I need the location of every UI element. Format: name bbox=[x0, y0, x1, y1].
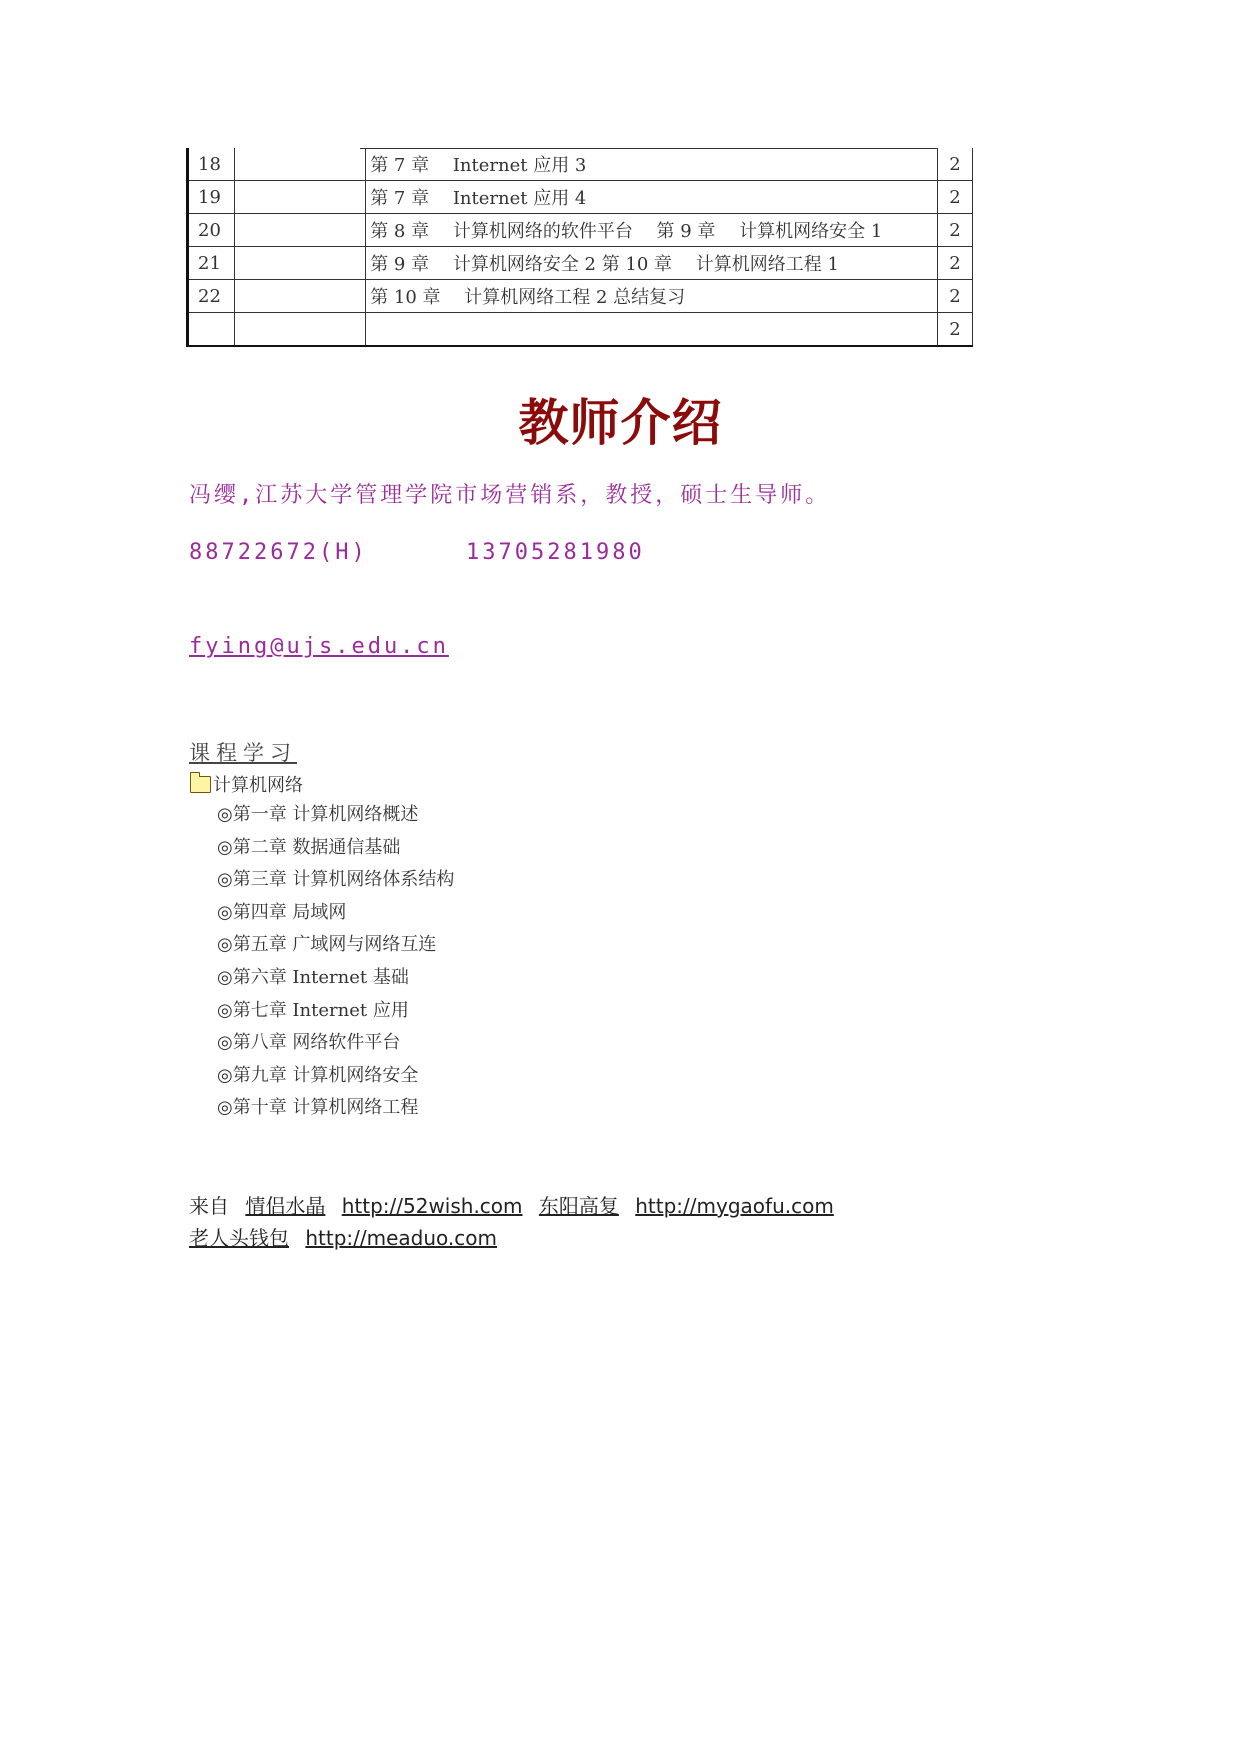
hours-cell: 2 bbox=[937, 181, 972, 214]
folder-item-computer-network[interactable] bbox=[190, 771, 303, 797]
hours-cell: 2 bbox=[937, 313, 972, 347]
content-cell: 第 7 章 Internet 应用 3 bbox=[366, 148, 938, 181]
chapter-link[interactable]: ◎第十章 计算机网络工程 bbox=[217, 1097, 419, 1119]
chapter-link[interactable]: ◎第八章 网络软件平台 bbox=[217, 1032, 401, 1054]
course-study-title[interactable]: 课程学习 bbox=[189, 741, 297, 765]
content-cell bbox=[366, 313, 938, 347]
blank-cell bbox=[235, 313, 366, 347]
link-meaduo[interactable]: http://meaduo.com bbox=[305, 1226, 497, 1250]
chapter-link[interactable]: ◎第一章 计算机网络概述 bbox=[217, 804, 419, 825]
content-cell: 第 10 章 计算机网络工程 2 总结复习 bbox=[366, 280, 938, 313]
week-number-cell: 22 bbox=[188, 280, 235, 313]
footer-line-2 bbox=[189, 1222, 497, 1251]
blank-cell bbox=[235, 214, 366, 247]
link-laorentou-qianbao[interactable]: 老人头钱包 bbox=[189, 1226, 289, 1250]
week-number-cell: 19 bbox=[188, 181, 235, 214]
link-dongyang-gaofu[interactable]: 东阳高复 bbox=[538, 1194, 619, 1218]
blank-cell bbox=[235, 247, 366, 280]
content-cell: 第 7 章 Internet 应用 4 bbox=[366, 181, 938, 214]
blank-cell bbox=[235, 148, 366, 181]
blank-cell bbox=[235, 181, 366, 214]
link-52wish[interactable]: http://52wish.com bbox=[341, 1194, 523, 1218]
week-number-cell: 21 bbox=[188, 247, 235, 280]
table-row bbox=[188, 313, 973, 347]
chapter-link[interactable]: ◎第五章 广域网与网络互连 bbox=[217, 934, 437, 956]
page-title: 教师介绍 bbox=[518, 394, 723, 452]
teacher-bio: 冯缨,江苏大学管理学院市场营销系，教授，硕士生导师。 bbox=[189, 483, 831, 508]
chapter-link[interactable]: ◎第四章 局域网 bbox=[217, 901, 347, 923]
table-row bbox=[188, 181, 973, 214]
table-row bbox=[188, 280, 973, 313]
blank-cell bbox=[235, 280, 366, 313]
chapter-link[interactable]: ◎第六章 Internet 基础 bbox=[217, 966, 409, 988]
content-cell: 第 9 章 计算机网络安全 2 第 10 章 计算机网络工程 1 bbox=[366, 247, 938, 280]
table-row bbox=[188, 148, 973, 181]
link-qinglv-shuijing[interactable]: 情侣水晶 bbox=[245, 1194, 326, 1218]
table-row bbox=[188, 247, 973, 280]
folder-label: 计算机网络 bbox=[213, 775, 303, 796]
week-number-cell: 18 bbox=[188, 148, 235, 181]
chapter-link[interactable]: ◎第七章 Internet 应用 bbox=[217, 999, 409, 1021]
week-number-cell bbox=[188, 313, 235, 347]
hours-cell: 2 bbox=[937, 280, 972, 313]
chapter-list bbox=[217, 803, 454, 1129]
phone-home: 88722672(H) bbox=[189, 540, 368, 565]
email-link[interactable]: fying@ujs.edu.cn bbox=[189, 634, 449, 659]
chapter-link[interactable]: ◎第九章 计算机网络安全 bbox=[217, 1064, 419, 1086]
week-number-cell: 20 bbox=[188, 214, 235, 247]
footer-prefix: 来自 bbox=[189, 1194, 229, 1218]
hours-cell: 2 bbox=[937, 247, 972, 280]
table-row bbox=[188, 214, 973, 247]
schedule-table bbox=[186, 148, 973, 347]
footer-line-1 bbox=[189, 1190, 834, 1219]
link-mygaofu[interactable]: http://mygaofu.com bbox=[635, 1194, 834, 1218]
hours-cell: 2 bbox=[937, 148, 972, 181]
content-cell: 第 8 章 计算机网络的软件平台 第 9 章 计算机网络安全 1 bbox=[366, 214, 938, 247]
folder-icon bbox=[190, 776, 211, 793]
phone-mobile: 13705281980 bbox=[466, 540, 645, 565]
chapter-link[interactable]: ◎第二章 数据通信基础 bbox=[217, 836, 401, 858]
hours-cell: 2 bbox=[937, 214, 972, 247]
chapter-link[interactable]: ◎第三章 计算机网络体系结构 bbox=[217, 869, 455, 891]
